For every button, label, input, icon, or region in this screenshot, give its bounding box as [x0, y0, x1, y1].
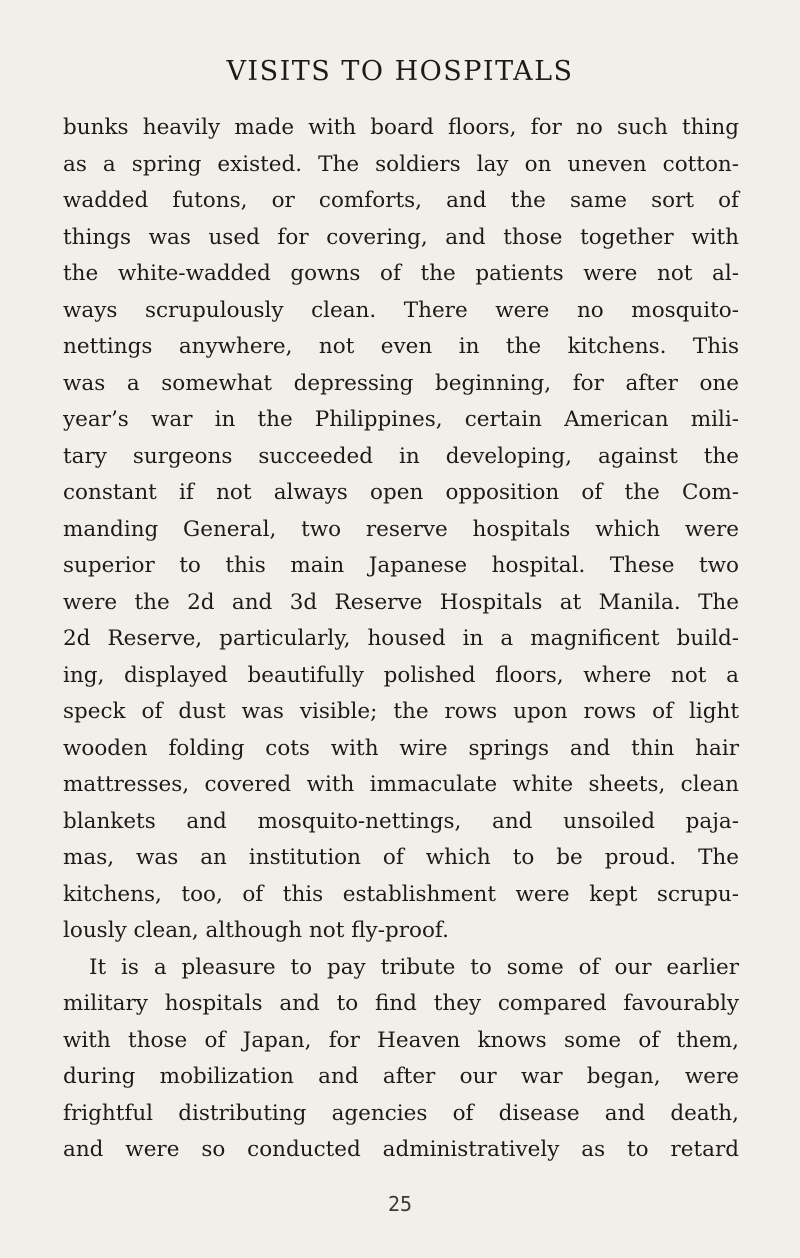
- text-line: mattresses, covered with immaculate white sheets, clean: [63, 772, 739, 797]
- text-line: ways scrupulously clean. There were no mosquito-: [63, 297, 739, 323]
- text-line: blankets and mosquito-nettings, and unsoiled paja-: [63, 808, 739, 834]
- text-line: frightful distributing agencies of disease and death,: [63, 1100, 739, 1126]
- text-line: wooden folding cots with wire springs and thin hair: [63, 735, 739, 761]
- text-line: military hospitals and to find they compared favourably: [63, 991, 739, 1016]
- text-line: mas, was an institution of which to be proud. The: [63, 845, 739, 870]
- text-line: bunks heavily made with board floors, for no such thing: [63, 115, 739, 140]
- body-text: [63, 110, 739, 1169]
- text-line: was a somewhat depressing beginning, for after one: [63, 370, 739, 396]
- text-line: the white-wadded gowns of the patients were not al-: [63, 261, 739, 286]
- text-line: manding General, two reserve hospitals which were: [63, 516, 739, 542]
- text-line: wadded futons, or comforts, and the same sort of: [63, 188, 739, 213]
- text-line: and were so conducted administratively as to retard: [63, 1137, 739, 1162]
- text-line: as a spring existed. The soldiers lay on uneven cotton-: [63, 151, 739, 177]
- text-line: things was used for covering, and those together with: [63, 224, 739, 250]
- text-line: nettings anywhere, not even in the kitchens. This: [63, 334, 739, 359]
- text-line: speck of dust was visible; the rows upon rows of light: [63, 699, 739, 724]
- text-line: kitchens, too, of this establishment were kept scrupu-: [63, 881, 739, 907]
- text-line: lously clean, although not fly-proof.: [63, 918, 449, 943]
- text-line: 2d Reserve, particularly, housed in a magnificent build-: [63, 626, 739, 651]
- text-line: superior to this main Japanese hospital. These two: [63, 553, 739, 578]
- text-line: with those of Japan, for Heaven knows some of them,: [63, 1027, 739, 1053]
- text-line: year’s war in the Philippines, certain American mili-: [63, 407, 739, 432]
- text-line: during mobilization and after our war began, were: [63, 1064, 739, 1089]
- text-line: tary surgeons succeeded in developing, against the: [63, 443, 739, 469]
- text-line: were the 2d and 3d Reserve Hospitals at Manila. The: [63, 589, 739, 615]
- text-line: ing, displayed beautifully polished floors, where not a: [63, 662, 739, 688]
- text-line: constant if not always open opposition of the Com-: [63, 480, 739, 505]
- page-number: 25: [387, 1192, 413, 1216]
- running-head: VISITS TO HOSPITALS: [226, 56, 574, 87]
- text-line: It is a pleasure to pay tribute to some of our earlier: [89, 954, 739, 980]
